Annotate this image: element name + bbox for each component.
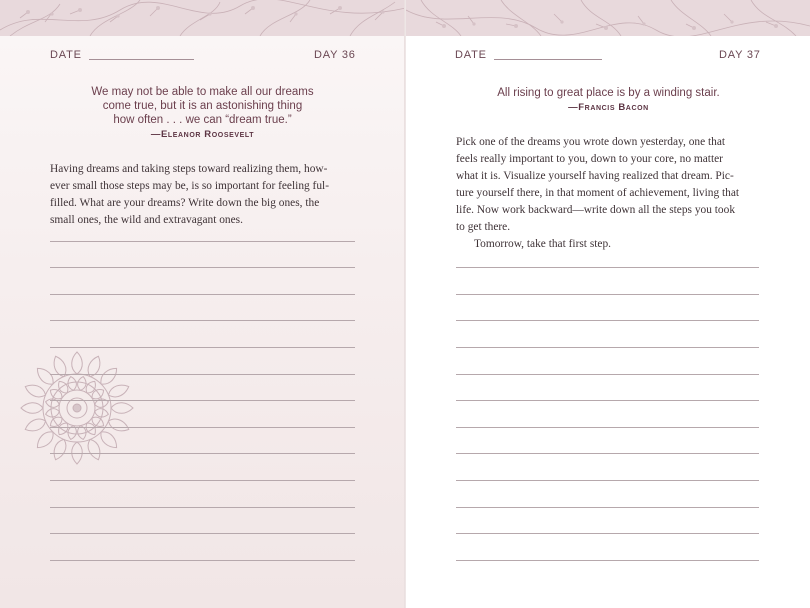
prompt-line: small ones, the wild and extravagant ones. xyxy=(50,214,243,226)
writing-line[interactable] xyxy=(50,533,355,534)
quote-line: We may not be able to make all our dreams xyxy=(91,86,314,98)
journal-prompt xyxy=(456,134,760,253)
prompt-line: Pick one of the dreams you wrote down yesterday, one that xyxy=(456,136,726,148)
prompt-line: ture yourself there, in that moment of achievement, living that xyxy=(456,187,740,199)
prompt-line: what it is. Visualize yourself having realized that dream. Pic- xyxy=(456,170,734,182)
prompt-line: feels really important to you, down to your core, no matter xyxy=(456,153,723,165)
prompt-line: filled. What are your dreams? Write down the big ones, the xyxy=(50,197,320,209)
floral-pattern-icon xyxy=(406,0,810,36)
writing-line[interactable] xyxy=(456,507,759,508)
writing-line[interactable] xyxy=(456,374,759,375)
writing-line[interactable] xyxy=(50,374,355,375)
writing-line[interactable] xyxy=(50,347,355,348)
quote-attribution: —Eleanor Roosevelt xyxy=(150,129,255,140)
writing-line[interactable] xyxy=(456,533,759,534)
writing-line[interactable] xyxy=(50,453,355,454)
quote-line: how often . . . we can “dream true.” xyxy=(113,114,292,126)
quote: All rising to great place is by a winding stair. xyxy=(497,87,720,99)
prompt-line: to get there. xyxy=(456,221,511,233)
writing-line[interactable] xyxy=(456,320,759,321)
writing-line[interactable] xyxy=(50,507,355,508)
prompt-line: ever small those steps may be, is so important for feeling ful- xyxy=(50,180,330,192)
writing-line[interactable] xyxy=(50,320,355,321)
day-label: DAY 36 xyxy=(314,49,356,61)
closing-line: Tomorrow, take that first step. xyxy=(474,238,612,250)
right-page xyxy=(406,0,810,608)
writing-line[interactable] xyxy=(456,400,759,401)
writing-line[interactable] xyxy=(456,453,759,454)
writing-line[interactable] xyxy=(456,267,759,268)
writing-line[interactable] xyxy=(456,347,759,348)
writing-line[interactable] xyxy=(50,400,355,401)
quote xyxy=(40,85,365,127)
floral-banner xyxy=(406,0,810,36)
writing-line[interactable] xyxy=(50,241,355,242)
floral-banner xyxy=(0,0,406,36)
quote-line: come true, but it is an astonishing thing xyxy=(102,100,303,112)
writing-line[interactable] xyxy=(50,294,355,295)
date-label: DATE xyxy=(455,49,487,61)
mandala-icon xyxy=(19,350,135,466)
journal-prompt xyxy=(50,161,355,229)
writing-line[interactable] xyxy=(456,427,759,428)
prompt-line: Having dreams and taking steps toward realizing them, how- xyxy=(50,163,328,175)
date-label: DATE xyxy=(50,49,82,61)
writing-line[interactable] xyxy=(456,480,759,481)
day-label: DAY 37 xyxy=(719,49,761,61)
writing-line[interactable] xyxy=(50,560,355,561)
date-line[interactable] xyxy=(89,59,194,60)
writing-line[interactable] xyxy=(50,267,355,268)
writing-line[interactable] xyxy=(50,480,355,481)
floral-pattern-icon xyxy=(0,0,406,36)
writing-line[interactable] xyxy=(456,294,759,295)
writing-line[interactable] xyxy=(456,560,759,561)
writing-line[interactable] xyxy=(50,427,355,428)
prompt-line: life. Now work backward—write down all the steps you took xyxy=(456,204,736,216)
quote-attribution: —Francis Bacon xyxy=(568,102,649,113)
date-line[interactable] xyxy=(494,59,602,60)
